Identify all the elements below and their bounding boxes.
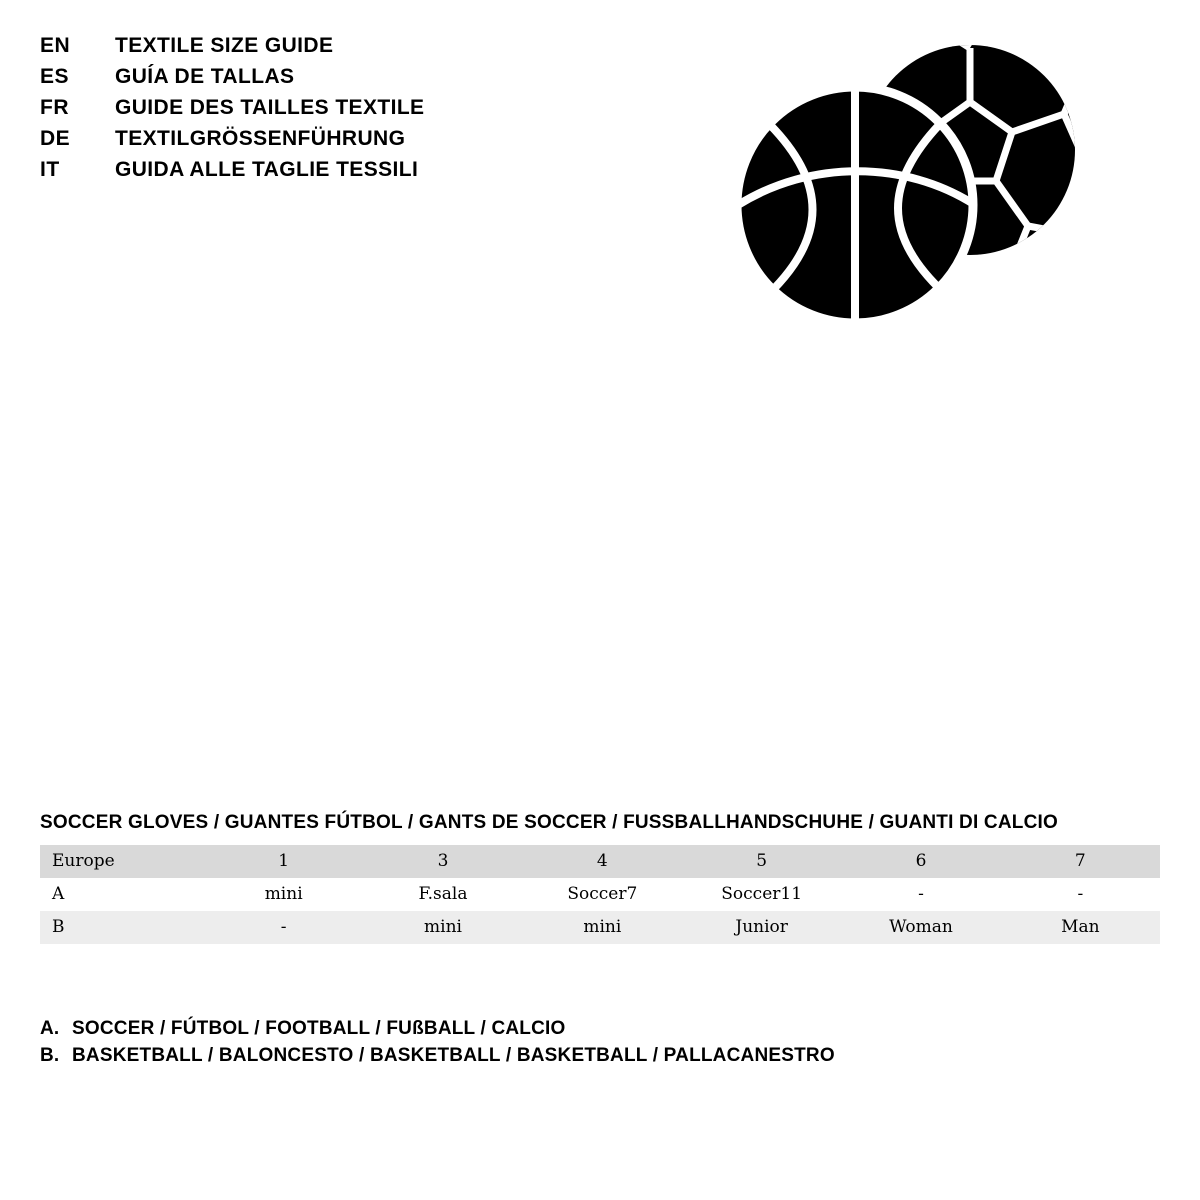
cell-b-7: Man <box>1061 917 1100 937</box>
table-header-7: 7 <box>1074 851 1086 871</box>
row-label-b: B <box>52 917 65 937</box>
table-row <box>40 878 1160 911</box>
cell-a-7: - <box>1077 884 1084 904</box>
table-header-3: 3 <box>437 851 449 871</box>
legend <box>40 1018 1140 1072</box>
language-title-de: TEXTILGRÖSSENFÜHRUNG <box>115 127 406 150</box>
language-row-de <box>40 123 660 154</box>
cell-b-6: Woman <box>889 917 953 937</box>
language-row-en <box>40 30 660 61</box>
legend-row-b <box>40 1045 1140 1072</box>
size-table-section <box>40 812 1160 944</box>
size-table <box>40 845 1160 944</box>
cell-a-6: - <box>918 884 924 904</box>
language-row-fr <box>40 92 660 123</box>
legend-text-b: BASKETBALL / BALONCESTO / BASKETBALL / BASKETBALL / PALLACANESTRO <box>72 1045 835 1066</box>
language-code-fr: FR <box>40 96 69 119</box>
cell-a-5: Soccer11 <box>721 884 803 904</box>
cell-a-1: mini <box>264 884 303 904</box>
basketball-icon <box>737 80 975 330</box>
cell-b-3: mini <box>424 917 462 937</box>
legend-key-a: A. <box>40 1018 60 1039</box>
legend-text-a: SOCCER / FÚTBOL / FOOTBALL / FUßBALL / CALCIO <box>72 1018 566 1039</box>
cell-b-5: Junior <box>735 917 788 937</box>
language-row-es <box>40 61 660 92</box>
language-code-es: ES <box>40 65 70 88</box>
table-row <box>40 911 1160 944</box>
table-header-5: 5 <box>756 851 768 871</box>
language-title-en: TEXTILE SIZE GUIDE <box>115 34 334 57</box>
language-title-fr: GUIDE DES TAILLES TEXTILE <box>115 96 425 119</box>
size-table-title: SOCCER GLOVES / GUANTES FÚTBOL / GANTS DE SOCCER / FUSSBALLHANDSCHUHE / GUANTI DI CALCIO <box>40 812 1058 833</box>
language-code-it: IT <box>40 158 60 181</box>
table-header-europe: Europe <box>52 851 115 871</box>
language-code-de: DE <box>40 127 71 150</box>
language-code-en: EN <box>40 34 71 57</box>
table-header-row <box>40 845 1160 878</box>
cell-b-4: mini <box>583 917 622 937</box>
language-row-it <box>40 154 660 185</box>
cell-a-4: Soccer7 <box>567 884 638 904</box>
language-title-es: GUÍA DE TALLAS <box>115 65 295 88</box>
table-header-6: 6 <box>915 851 927 871</box>
row-label-a: A <box>52 884 65 904</box>
table-header-4: 4 <box>596 851 608 871</box>
legend-row-a <box>40 1018 1140 1045</box>
cell-a-3: F.sala <box>418 884 468 904</box>
language-title-list <box>40 30 660 185</box>
legend-key-b: B. <box>40 1045 60 1066</box>
language-title-it: GUIDA ALLE TAGLIE TESSILI <box>115 158 419 181</box>
ball-illustration <box>720 40 1100 330</box>
table-header-1: 1 <box>278 851 290 871</box>
cell-b-1: - <box>280 917 287 937</box>
